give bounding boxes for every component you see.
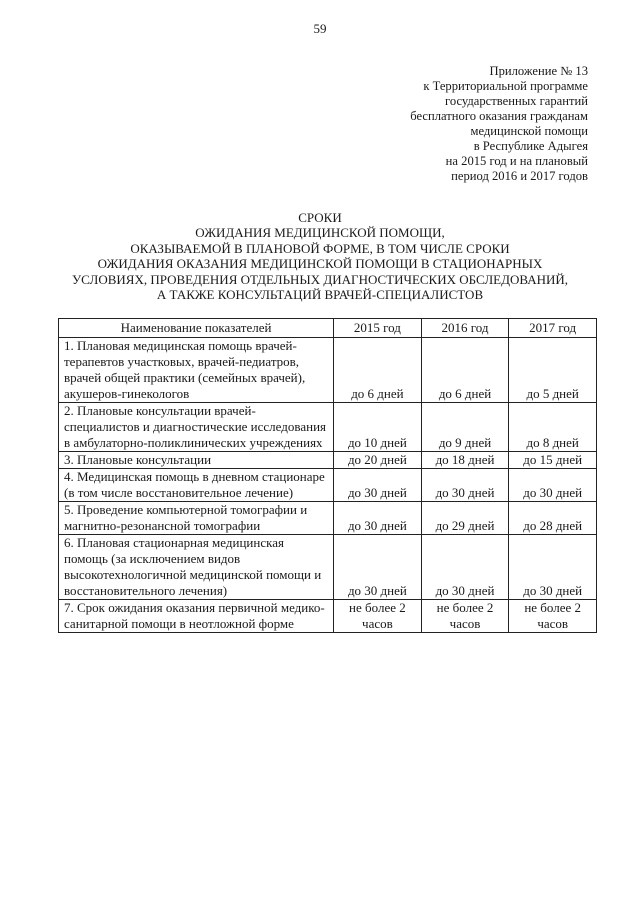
title-line: ОЖИДАНИЯ ОКАЗАНИЯ МЕДИЦИНСКОЙ ПОМОЩИ В СТАЦИОНАРНЫХ bbox=[97, 256, 543, 272]
value-2017: до 30 дней bbox=[509, 469, 597, 502]
value-2015: до 10 дней bbox=[334, 403, 422, 452]
value-2016: до 6 дней bbox=[421, 338, 509, 403]
row-name: 4. Медицинская помощь в дневном стационаре (в том числе восстановительное лечение) bbox=[59, 469, 334, 502]
value-2016: до 30 дней bbox=[421, 535, 509, 600]
value-2017: не более 2 часов bbox=[509, 600, 597, 633]
title-line: ОКАЗЫВАЕМОЙ В ПЛАНОВОЙ ФОРМЕ, В ТОМ ЧИСЛЕ СРОКИ bbox=[130, 240, 510, 256]
header-year-2016: 2016 год bbox=[421, 319, 509, 338]
header-year-2017: 2017 год bbox=[509, 319, 597, 338]
appendix-line: период 2016 и 2017 годов bbox=[451, 169, 588, 183]
table-row bbox=[59, 469, 597, 502]
value-2015: не более 2 часов bbox=[334, 600, 422, 633]
value-2016: до 30 дней bbox=[421, 469, 509, 502]
table-row bbox=[59, 502, 597, 535]
appendix-note bbox=[328, 64, 588, 184]
appendix-line: на 2015 год и на плановый bbox=[445, 154, 588, 168]
appendix-line: медицинской помощи bbox=[470, 124, 588, 138]
document-title bbox=[40, 210, 600, 302]
row-name: 1. Плановая медицинская помощь врачей-терапевтов участковых, врачей-педиатров, врачей общей практики (семейных врачей), акушеров-гинекологов bbox=[59, 338, 334, 403]
value-2015: до 6 дней bbox=[334, 338, 422, 403]
table-row bbox=[59, 600, 597, 633]
appendix-line: бесплатного оказания гражданам bbox=[410, 109, 588, 123]
appendix-line: к Территориальной программе bbox=[423, 79, 588, 93]
value-2015: до 30 дней bbox=[334, 502, 422, 535]
value-2017: до 30 дней bbox=[509, 535, 597, 600]
row-name: 7. Срок ожидания оказания первичной медико-санитарной помощи в неотложной форме bbox=[59, 600, 334, 633]
value-2015: до 30 дней bbox=[334, 535, 422, 600]
value-2017: до 8 дней bbox=[509, 403, 597, 452]
value-2015: до 20 дней bbox=[334, 452, 422, 469]
row-name: 6. Плановая стационарная медицинская помощь (за исключением видов высокотехнологичной медицинской помощи и восстановительного лечения) bbox=[59, 535, 334, 600]
table-row bbox=[59, 452, 597, 469]
row-name: 2. Плановые консультации врачей-специалистов и диагностические исследования в амбулаторно-поликлинических учреждениях bbox=[59, 403, 334, 452]
value-2016: до 9 дней bbox=[421, 403, 509, 452]
title-line: СРОКИ bbox=[298, 210, 342, 225]
row-name: 3. Плановые консультации bbox=[59, 452, 334, 469]
value-2015: до 30 дней bbox=[334, 469, 422, 502]
table-row bbox=[59, 403, 597, 452]
title-line: УСЛОВИЯХ, ПРОВЕДЕНИЯ ОТДЕЛЬНЫХ ДИАГНОСТИЧЕСКИХ ОБСЛЕДОВАНИЙ, bbox=[71, 271, 569, 287]
row-name: 5. Проведение компьютерной томографии и магнитно-резонансной томографии bbox=[59, 502, 334, 535]
title-line: А ТАКЖЕ КОНСУЛЬТАЦИЙ ВРАЧЕЙ-СПЕЦИАЛИСТОВ bbox=[156, 287, 484, 303]
value-2016: до 29 дней bbox=[421, 502, 509, 535]
page-number: 59 bbox=[313, 21, 327, 36]
value-2017: до 15 дней bbox=[509, 452, 597, 469]
value-2016: до 18 дней bbox=[421, 452, 509, 469]
header-indicator-name: Наименование показателей bbox=[59, 319, 334, 338]
value-2017: до 28 дней bbox=[509, 502, 597, 535]
table-header-row bbox=[59, 319, 597, 338]
title-line: ОЖИДАНИЯ МЕДИЦИНСКОЙ ПОМОЩИ, bbox=[195, 225, 445, 241]
waiting-times-table bbox=[58, 318, 597, 633]
appendix-line: в Республике Адыгея bbox=[473, 139, 588, 153]
value-2017: до 5 дней bbox=[509, 338, 597, 403]
value-2016: не более 2 часов bbox=[421, 600, 509, 633]
table-row bbox=[59, 535, 597, 600]
header-year-2015: 2015 год bbox=[334, 319, 422, 338]
appendix-line: Приложение № 13 bbox=[489, 64, 588, 78]
table-row bbox=[59, 338, 597, 403]
appendix-line: государственных гарантий bbox=[445, 94, 588, 108]
